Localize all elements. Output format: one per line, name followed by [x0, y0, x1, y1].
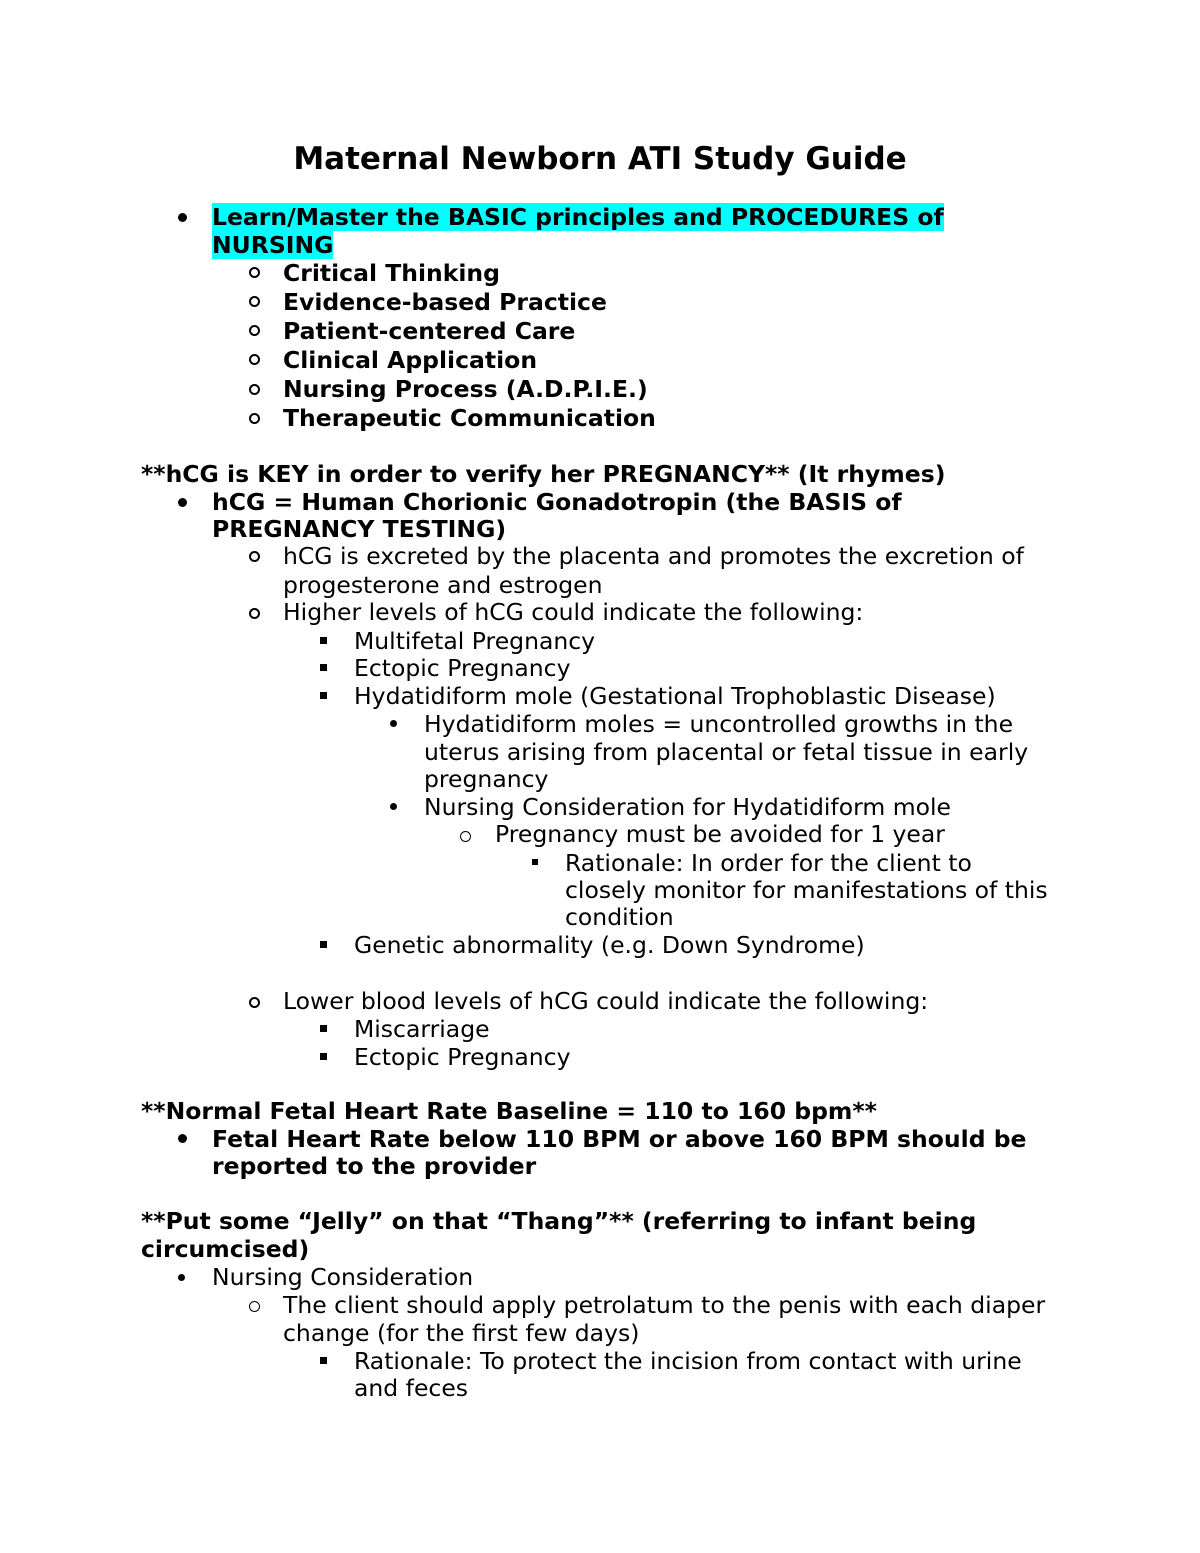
bullet-dot-icon	[390, 803, 397, 810]
bullet-dot-icon	[390, 720, 397, 727]
mole-definition-line2: uterus arising from placental or fetal tissue in early	[424, 738, 1029, 766]
bullet-square-icon	[320, 1025, 327, 1032]
bullet-ring-icon	[249, 1301, 260, 1312]
section1-item: Nursing Process (A.D.P.I.E.)	[283, 375, 648, 403]
section4-bullet: Nursing Consideration	[212, 1263, 474, 1291]
mole-nursing-consideration: Nursing Consideration for Hydatidiform mole	[424, 793, 951, 821]
bullet-ring-icon	[249, 384, 260, 395]
bullet-ring-icon	[249, 551, 260, 562]
bullet-square-icon	[320, 637, 327, 644]
mole-definition-line1: Hydatidiform moles = uncontrolled growths in the	[424, 710, 1014, 738]
bullet-square-icon	[320, 1357, 327, 1364]
mole-rationale-line3: condition	[565, 903, 674, 931]
bullet-ring-icon	[460, 831, 471, 842]
hcg-excretion-line2: progesterone and estrogen	[283, 571, 603, 599]
bullet-dot-icon	[178, 213, 187, 222]
section4-heading-line2: circumcised)	[141, 1235, 310, 1263]
bullet-square-icon	[532, 859, 538, 865]
bullet-dot-icon	[178, 1134, 187, 1143]
higher-level-item: Multifetal Pregnancy	[354, 627, 596, 655]
circumcision-rationale-line1: Rationale: To protect the incision from contact with urine	[354, 1347, 1022, 1375]
bullet-ring-icon	[249, 997, 260, 1008]
section1-item: Clinical Application	[283, 346, 538, 374]
hcg-excretion-line1: hCG is excreted by the placenta and promotes the excretion of	[283, 542, 1024, 570]
petrolatum-line1: The client should apply petrolatum to the penis with each diaper	[283, 1291, 1046, 1319]
mole-definition-line3: pregnancy	[424, 765, 549, 793]
bullet-ring-icon	[249, 267, 260, 278]
section4-heading-line1: **Put some “Jelly” on that “Thang”** (referring to infant being	[141, 1207, 977, 1235]
lower-levels-heading: Lower blood levels of hCG could indicate the following:	[283, 987, 929, 1015]
section3-bullet-line2: reported to the provider	[212, 1152, 537, 1180]
section1-item: Patient-centered Care	[283, 317, 576, 345]
bullet-ring-icon	[249, 354, 260, 365]
bullet-ring-icon	[249, 296, 260, 307]
mole-rationale-line1: Rationale: In order for the client to	[565, 849, 972, 877]
section1-bullet-line1: Learn/Master the BASIC principles and PROCEDURES of	[212, 203, 944, 231]
bullet-dot-icon	[178, 1274, 185, 1281]
section2-heading: **hCG is KEY in order to verify her PREGNANCY** (It rhymes)	[141, 460, 946, 488]
bullet-dot-icon	[178, 498, 187, 507]
section1-item: Critical Thinking	[283, 259, 500, 287]
higher-level-item: Ectopic Pregnancy	[354, 654, 571, 682]
section1-item: Evidence-based Practice	[283, 288, 607, 316]
bullet-ring-icon	[249, 608, 260, 619]
section1-item: Therapeutic Communication	[283, 404, 656, 432]
section3-heading: **Normal Fetal Heart Rate Baseline = 110 to 160 bpm**	[141, 1097, 877, 1125]
bullet-square-icon	[320, 941, 327, 948]
document-title: Maternal Newborn ATI Study Guide	[293, 141, 907, 177]
bullet-square-icon	[320, 664, 327, 671]
higher-level-item: Hydatidiform mole (Gestational Trophoblastic Disease)	[354, 682, 996, 710]
bullet-square-icon	[320, 692, 327, 699]
bullet-square-icon	[320, 1053, 327, 1060]
mole-avoid-pregnancy: Pregnancy must be avoided for 1 year	[495, 820, 945, 848]
section2-bullet-line2: PREGNANCY TESTING)	[212, 515, 507, 543]
lower-level-item: Ectopic Pregnancy	[354, 1043, 571, 1071]
higher-levels-heading: Higher levels of hCG could indicate the following:	[283, 598, 864, 626]
bullet-ring-icon	[249, 325, 260, 336]
circumcision-rationale-line2: and feces	[354, 1374, 469, 1402]
section2-bullet-line1: hCG = Human Chorionic Gonadotropin (the BASIS of	[212, 488, 902, 516]
bullet-ring-icon	[249, 413, 260, 424]
mole-rationale-line2: closely monitor for manifestations of this	[565, 876, 1048, 904]
lower-level-item: Miscarriage	[354, 1015, 490, 1043]
section1-bullet-line2: NURSING	[212, 231, 334, 259]
petrolatum-line2: change (for the first few days)	[283, 1319, 640, 1347]
section3-bullet-line1: Fetal Heart Rate below 110 BPM or above 160 BPM should be	[212, 1125, 1027, 1153]
genetic-abnormality: Genetic abnormality (e.g. Down Syndrome)	[354, 931, 865, 959]
